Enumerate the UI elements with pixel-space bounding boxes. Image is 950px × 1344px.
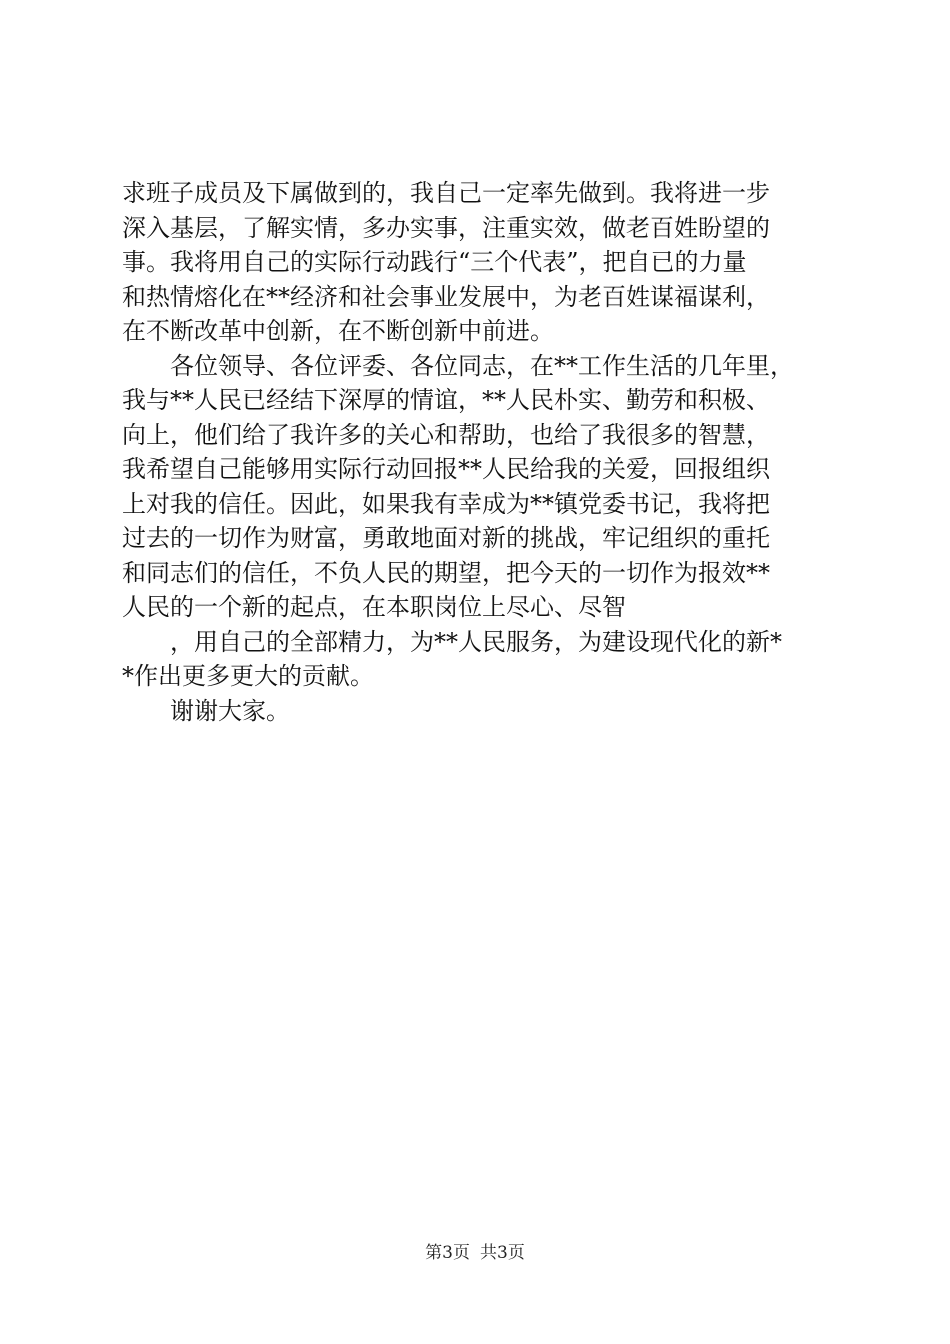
text-line: *作出更多更大的贡献。: [122, 662, 374, 690]
text-line: ，用自己的全部精力，为**人民服务，为建设现代化的新*: [122, 627, 782, 656]
page-total: 共3页: [480, 1243, 525, 1263]
text-line: 我与**人民已经结下深厚的情谊，**人民朴实、勤劳和积极、: [122, 386, 770, 414]
text-line: 在不断改革中创新，在不断创新中前进。: [122, 317, 554, 345]
text-line: 谢谢大家。: [122, 696, 290, 725]
page-number: 第3页: [425, 1243, 470, 1263]
text-line: 我希望自己能够用实际行动回报**人民给我的关爱，回报组织: [122, 455, 770, 483]
text-line: 深入基层，了解实情，多办实事，注重实效，做老百姓盼望的: [122, 213, 770, 242]
text-line: 上对我的信任。因此，如果我有幸成为**镇党委书记，我将把: [122, 489, 770, 518]
text-line: 事。我将用自己的实际行动践行“三个代表”，把自已的力量: [122, 248, 747, 276]
body-text: [122, 176, 852, 728]
text-line: 求班子成员及下属做到的，我自己一定率先做到。我将进一步: [122, 179, 770, 207]
text-line: 和同志们的信任，不负人民的期望，把今天的一切作为报效**: [122, 558, 770, 587]
text-line: 过去的一切作为财富，勇敢地面对新的挑战，牢记组织的重托: [122, 524, 770, 552]
text-line: 向上，他们给了我许多的关心和帮助，也给了我很多的智慧，: [122, 420, 770, 449]
text-line: 和热情熔化在**经济和社会事业发展中，为老百姓谋福谋利，: [122, 282, 770, 311]
text-line: 各位领导、各位评委、各位同志，在**工作生活的几年里，: [122, 351, 794, 380]
text-line: 人民的一个新的起点，在本职岗位上尽心、尽智: [122, 593, 626, 621]
page-footer: [0, 1241, 950, 1265]
